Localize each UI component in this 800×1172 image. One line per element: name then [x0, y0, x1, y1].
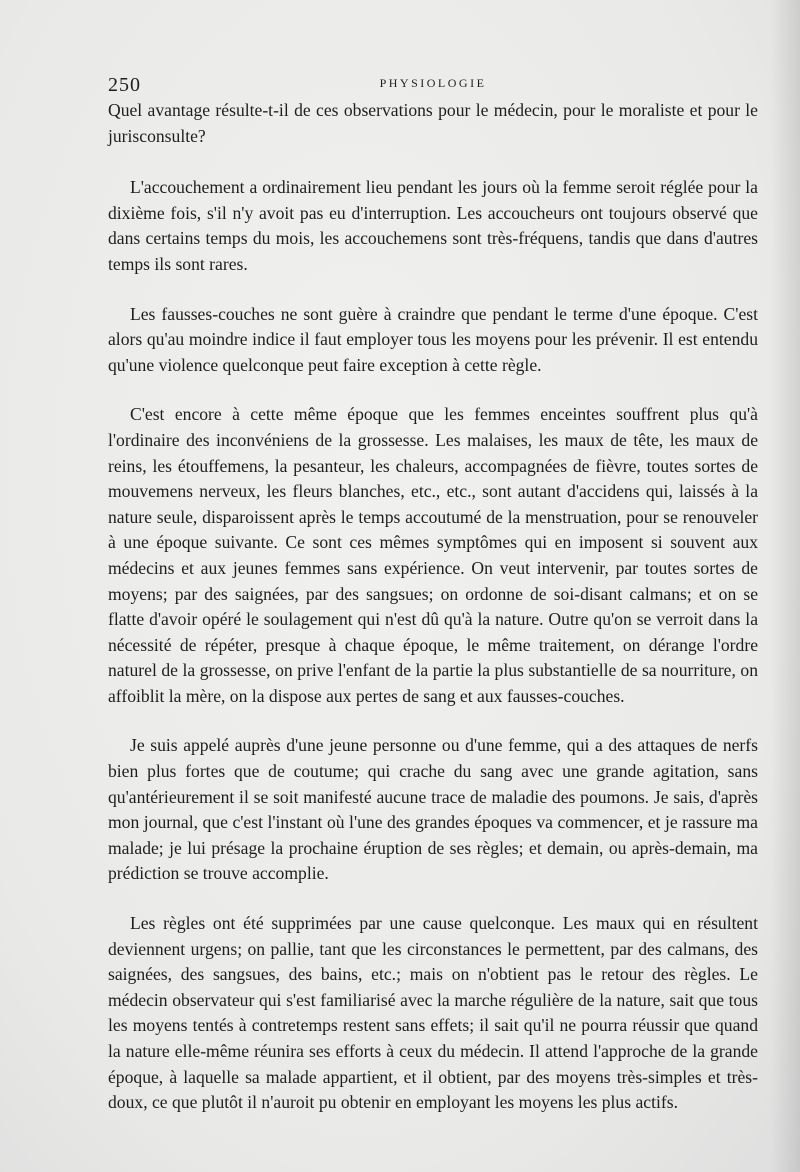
running-head — [108, 74, 758, 96]
page-edge-shadow — [770, 0, 800, 1172]
paragraph-fausses-couches: Les fausses-couches ne sont guère à craindre que pendant le terme d'une époque. C'est alors qu'au moindre indice il faut employer tous les moyens pour les prévenir. Il est entendu qu'une violence quelconque peut faire exception à cette règle. — [108, 303, 758, 375]
paragraph-attaques-de-nerfs: Je suis appelé auprès d'une jeune personne ou d'une femme, qui a des attaques de nerfs bien plus fortes que de coutume; qui crache du sang avec une grande agitation, sans qu'antérieurement il se soit manifesté aucune trace de maladie des poumons. Je sais, d'après mon journal, que c'est l'instant où l'une des grandes époques va commencer, et je rassure ma malade; je lui présage la prochaine éruption de ses règles; et demain, ou après-demain, ma prédiction se trouve accomplie. — [108, 735, 758, 884]
page-number: 250 — [108, 74, 141, 96]
paragraph-grossesse: C'est encore à cette même époque que les femmes enceintes souffrent plus qu'à l'ordinaire des inconvéniens de la grossesse. Les malaises, les maux de tête, les maux de reins, les étouffemens, la pesanteur, les chaleurs, accompagnées de fièvre, toutes sortes de mouvemens nerveux, les fleurs blanches, etc., etc., sont autant d'accidens qui, laissés à la nature seule, disparoissent après le temps accoutumé de la menstruation, pour se renouveler à une époque suivante. Ce sont ces mêmes symptômes qui en imposent si souvent aux médecins et aux jeunes femmes sans expérience. On veut intervenir, par toutes sortes de moyens; par des saignées, par des sangsues; on ordonne de soi-disant calmans; et on se flatte d'avoir opéré le soulagement qui n'est dû qu'à la nature. Outre qu'on se verroit dans la nécessité de répéter, presque à chaque époque, le même traitement, on dérange l'ordre naturel de la grossesse, on prive l'enfant de la partie la plus substantielle de sa nourriture, on affoiblit la mère, on la dispose aux pertes de sang et aux fausses-couches. — [108, 404, 758, 706]
paragraph-accouchement: L'accouchement a ordinairement lieu pendant les jours où la femme seroit réglée pour la dixième fois, s'il n'y avoit pas eu d'interruption. Les accoucheurs ont toujours observé que dans certains temps du mois, les accouchemens sont très-fréquens, tandis que dans d'autres temps ils sont rares. — [108, 177, 758, 274]
body-text — [108, 98, 758, 1140]
running-title: PHYSIOLOGIE — [379, 76, 487, 90]
paragraph-regles-supprimees: Les règles ont été supprimées par une cause quelconque. Les maux qui en résultent deviennent urgens; on pallie, tant que les circonstances le permettent, par des calmans, des saignées, des sangsues, des bains, etc.; mais on n'obtient pas le retour des règles. Le médecin observateur qui s'est familiarisé avec la marche régulière de la nature, sait que tous les moyens tentés à contretemps restent sans effets; il sait qu'il ne pourra réussir que quand la nature elle-même réunira ses efforts à ceux du médecin. Il attend l'approche de la grande époque, à laquelle sa malade appartient, et il obtient, par des moyens très-simples et très-doux, ce que plutôt il n'auroit pu obtenir en employant les moyens les plus actifs. — [108, 913, 758, 1113]
paragraph-question: Quel avantage résulte-t-il de ces observations pour le médecin, pour le moraliste et pour le jurisconsulte? — [108, 100, 758, 146]
